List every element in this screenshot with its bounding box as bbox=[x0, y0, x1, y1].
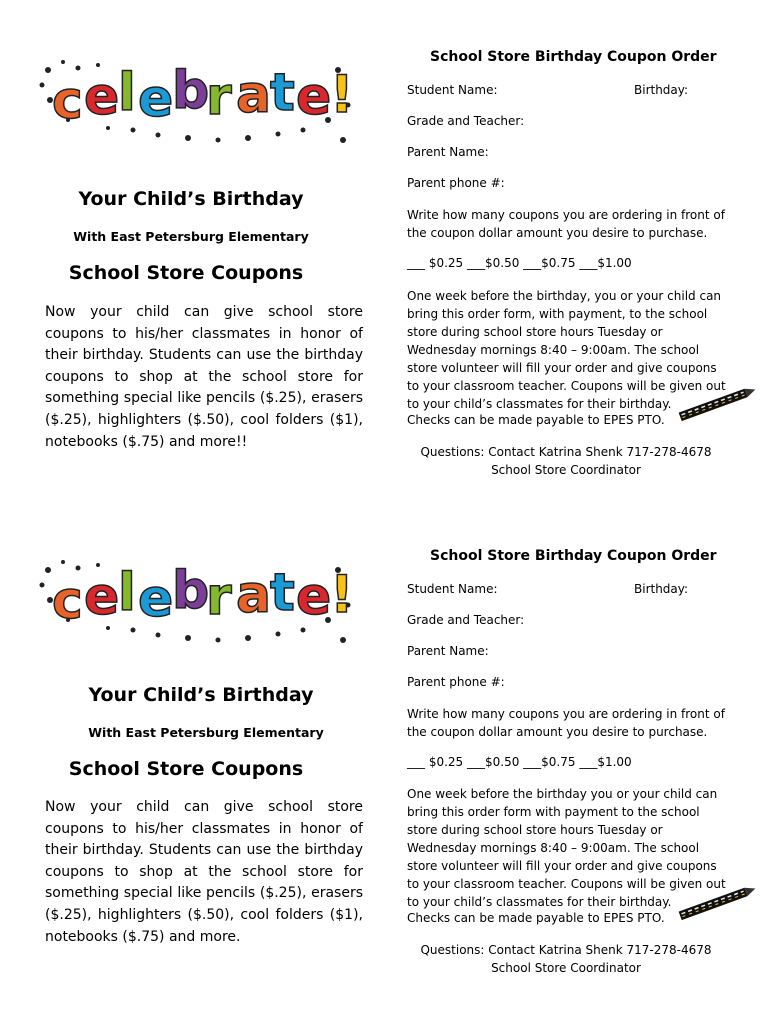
parent-name-label: Parent Name: bbox=[407, 145, 489, 159]
birthday-label: Birthday: bbox=[634, 582, 689, 596]
birthday-label: Birthday: bbox=[634, 83, 689, 97]
birthday-title: Your Child’s Birthday bbox=[88, 684, 314, 706]
order-details: One week before the birthday you or your child can bring this order form with payment to the school store during school store hours Tuesday or Wednesday mornings 8:40 – 9:00am. The school store volunteer will fill your order and give coupons to your classroom teacher. Coupons will be given out to your child’s classmates for their birthday. bbox=[407, 787, 726, 909]
grade-teacher-label: Grade and Teacher: bbox=[407, 613, 525, 627]
checks-payable: Checks can be made payable to EPES PTO. bbox=[407, 911, 665, 925]
pencil-icon bbox=[672, 384, 762, 424]
checks-payable: Checks can be made payable to EPES PTO. bbox=[407, 413, 665, 427]
celebrate-logo bbox=[38, 50, 358, 150]
student-name-label: Student Name: bbox=[407, 83, 498, 97]
coupon-amounts: ___ $0.25 ___$0.50 ___$0.75 ___$1.00 bbox=[407, 755, 632, 769]
svg-text:c: c bbox=[52, 571, 83, 631]
birthday-title: Your Child’s Birthday bbox=[78, 188, 304, 210]
student-name-label: Student Name: bbox=[407, 582, 498, 596]
coupons-title: School Store Coupons bbox=[68, 262, 304, 284]
order-details: One week before the birthday, you or your child can bring this order form, with payment, to the school store during school store hours Tuesday or Wednesday mornings 8:40 – 9:00am. The school store volunteer will fill your order and give coupons to your classroom teacher. Coupons will be given out to your child’s classmates for their birthday. bbox=[407, 289, 726, 411]
svg-text:b: b bbox=[172, 61, 210, 121]
celebrate-logo bbox=[38, 550, 358, 650]
parent-name-label: Parent Name: bbox=[407, 644, 489, 658]
order-form-title: School Store Birthday Coupon Order bbox=[430, 49, 717, 65]
svg-text:r: r bbox=[206, 567, 232, 627]
svg-text:e: e bbox=[84, 67, 120, 127]
svg-text:t: t bbox=[270, 563, 295, 623]
svg-text:e: e bbox=[138, 569, 174, 629]
svg-text:e: e bbox=[296, 67, 332, 127]
coordinator-line: School Store Coordinator bbox=[491, 463, 641, 477]
parent-phone-label: Parent phone #: bbox=[407, 176, 505, 190]
contact-line: Questions: Contact Katrina Shenk 717-278-4678 bbox=[420, 445, 712, 459]
order-form-title: School Store Birthday Coupon Order bbox=[430, 548, 717, 564]
svg-text:l: l bbox=[118, 63, 136, 123]
description-paragraph: Now your child can give school store coupons to his/her classmates in honor of their birthday. Students can use the birthday coupons to shop at the school store for something special like pencils ($.25), erasers ($.25), highlighters ($.50), cool folders ($1), notebooks ($.75) and more. bbox=[45, 799, 363, 945]
svg-text:a: a bbox=[236, 565, 272, 625]
contact-line: Questions: Contact Katrina Shenk 717-278-4678 bbox=[420, 943, 712, 957]
flyer-bottom bbox=[0, 500, 770, 1000]
coordinator-line: School Store Coordinator bbox=[491, 961, 641, 975]
parent-phone-label: Parent phone #: bbox=[407, 675, 505, 689]
flyer-top bbox=[0, 0, 770, 500]
school-subtitle: With East Petersburg Elementary bbox=[73, 229, 309, 244]
svg-text:e: e bbox=[84, 567, 120, 627]
svg-text:a: a bbox=[236, 65, 272, 125]
svg-text:e: e bbox=[138, 69, 174, 129]
coupon-amounts: ___ $0.25 ___$0.50 ___$0.75 ___$1.00 bbox=[407, 256, 632, 270]
svg-text:!: ! bbox=[330, 565, 354, 625]
school-subtitle: With East Petersburg Elementary bbox=[88, 725, 324, 740]
pencil-icon bbox=[672, 883, 762, 923]
svg-text:e: e bbox=[296, 567, 332, 627]
order-instructions: Write how many coupons you are ordering in front of the coupon dollar amount you desire to purchase. bbox=[407, 208, 725, 240]
description-paragraph: Now your child can give school store coupons to his/her classmates in honor of their birthday. Students can use the birthday coupons to shop at the school store for something special like pencils ($.25), erasers ($.25), highlighters ($.50), cool folders ($1), notebooks ($.75) and more!! bbox=[45, 304, 363, 450]
svg-text:!: ! bbox=[330, 65, 354, 125]
coupons-title: School Store Coupons bbox=[68, 758, 304, 780]
svg-text:c: c bbox=[52, 71, 83, 131]
grade-teacher-label: Grade and Teacher: bbox=[407, 114, 525, 128]
svg-text:l: l bbox=[118, 563, 136, 623]
svg-text:t: t bbox=[270, 63, 295, 123]
order-instructions: Write how many coupons you are ordering in front of the coupon dollar amount you desire to purchase. bbox=[407, 707, 725, 739]
svg-text:r: r bbox=[206, 67, 232, 127]
svg-text:b: b bbox=[172, 561, 210, 621]
